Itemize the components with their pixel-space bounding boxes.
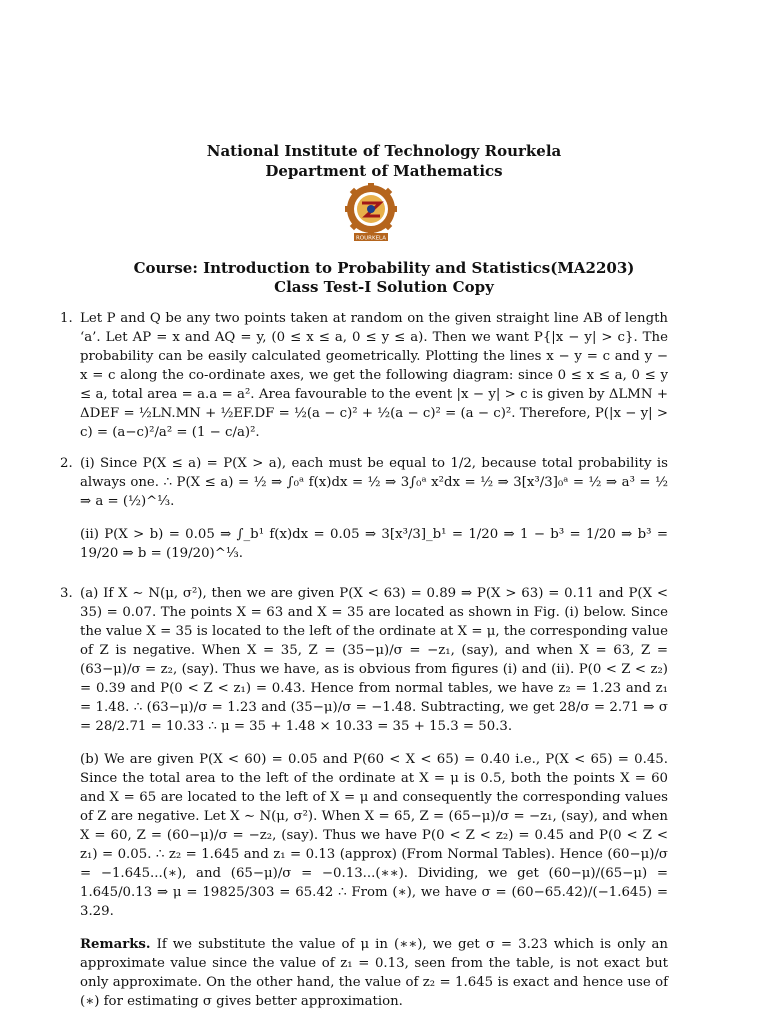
gear-emblem-icon: [345, 183, 397, 235]
question-3-number: 3.: [60, 586, 73, 601]
question-2-number: 2.: [60, 456, 73, 471]
question-2-part-ii: (ii) P(X > b) = 0.05 ⇒ ∫_b¹ f(x)dx = 0.05 ⇒ 3[x³/3]_b¹ = 1/20 ⇒ 1 − b³ = 1/20 ⇒ b³ = 19/20 ⇒ b = (19/20)^⅓.: [80, 527, 668, 561]
remarks-text: If we substitute the value of μ in (∗∗), we get σ = 3.23 which is only an approximate value since the value of z₁ = 0.13, seen from the table, is not exact but only approximate. On the other hand, the value of z₂ = 1.645 is exact and hence use of (∗) for estimating σ gives better approximation.: [80, 937, 668, 1009]
question-3: [60, 584, 668, 1011]
question-1: [60, 309, 668, 442]
institute-name: National Institute of Technology Rourkela: [206, 142, 562, 160]
department-name: Department of Mathematics: [265, 162, 503, 180]
question-1-text: Let P and Q be any two points taken at random on the given straight line AB of length ‘a’. Let AP = x and AQ = y, (0 ≤ x ≤ a, 0 ≤ y ≤ a). Then we want P{|x − y| > c}. The probability can be easily calculated geometrically. Plotting the lines x − y = c and y − x = c along the co-ordinate axes, we get the following diagram: since 0 ≤ x ≤ a, 0 ≤ y ≤ a, total area = a.a = a². Area favourable to the event |x − y| > c is given by ΔLMN + ΔDEF = ½LN.MN + ½EF.DF = ½(a − c)² + ½(a − c)² = (a − c)². Therefore, P(|x − y| > c) = (a−c)²/a² = (1 − c/a)².: [80, 311, 668, 440]
test-title: Class Test-I Solution Copy: [274, 278, 494, 296]
course-title: Course: Introduction to Probability and Statistics(MA2203): [133, 259, 635, 277]
question-2-part-i: (i) Since P(X ≤ a) = P(X > a), each must be equal to 1/2, because total probability is always one. ∴ P(X ≤ a) = ½ ⇒ ∫₀ᵃ f(x)dx = ½ ⇒ 3∫₀ᵃ x²dx = ½ ⇒ 3[x³/3]₀ᵃ = ½ ⇒ a³ = ½ ⇒ a = (½)^⅓.: [80, 456, 668, 509]
question-3-part-a: (a) If X ∼ N(μ, σ²), then we are given P(X < 63) = 0.89 ⇒ P(X > 63) = 0.11 and P(X < 35) = 0.07. The points X = 63 and X = 35 are located as shown in Fig. (i) below. Since the value X = 35 is located to the left of the ordinate at X = μ, the corresponding value of Z is negative. When X = 35, Z = (35−μ)/σ = −z₁, (say), and when X = 63, Z = (63−μ)/σ = z₂, (say). Thus we have, as is obvious from figures (i) and (ii). P(0 < Z < z₂) = 0.39 and P(0 < Z < z₁) = 0.43. Hence from normal tables, we have z₂ = 1.23 and z₁ = 1.48. ∴ (63−μ)/σ = 1.23 and (35−μ)/σ = −1.48. Subtracting, we get 28/σ = 2.71 ⇒ σ = 28/2.71 = 10.33 ∴ μ = 35 + 1.48 × 10.33 = 35 + 15.3 = 50.3.: [80, 586, 668, 734]
logo-caption: ROURKELA: [355, 235, 387, 242]
question-1-number: 1.: [60, 311, 73, 326]
remarks-paragraph: [80, 935, 668, 1011]
remarks-label: Remarks.: [80, 937, 151, 952]
question-2: [60, 454, 668, 563]
institute-logo: [340, 183, 402, 243]
question-3-part-b: (b) We are given P(X < 60) = 0.05 and P(60 < X < 65) = 0.40 i.e., P(X < 65) = 0.45. Since the total area to the left of the ordinate at X = μ is 0.5, both the points X = 60 and X = 65 are located to the left of X = μ and consequently the corresponding values of Z are negative. Let X ∼ N(μ, σ²). When X = 65, Z = (65−μ)/σ = −z₁, (say), and when X = 60, Z = (60−μ)/σ = −z₂, (say). Thus we have P(0 < Z < z₂) = 0.45 and P(0 < Z < z₁) = 0.05. ∴ z₂ = 1.645 and z₁ = 0.13 (approx) (From Normal Tables). Hence (60−μ)/σ = −1.645...(∗), and (65−μ)/σ = −0.13...(∗∗). Dividing, we get (60−μ)/(65−μ) = 1.645/0.13 ⇒ μ = 19825/303 = 65.42 ∴ From (∗), we have σ = (60−65.42)/(−1.645) = 3.29.: [80, 752, 668, 919]
